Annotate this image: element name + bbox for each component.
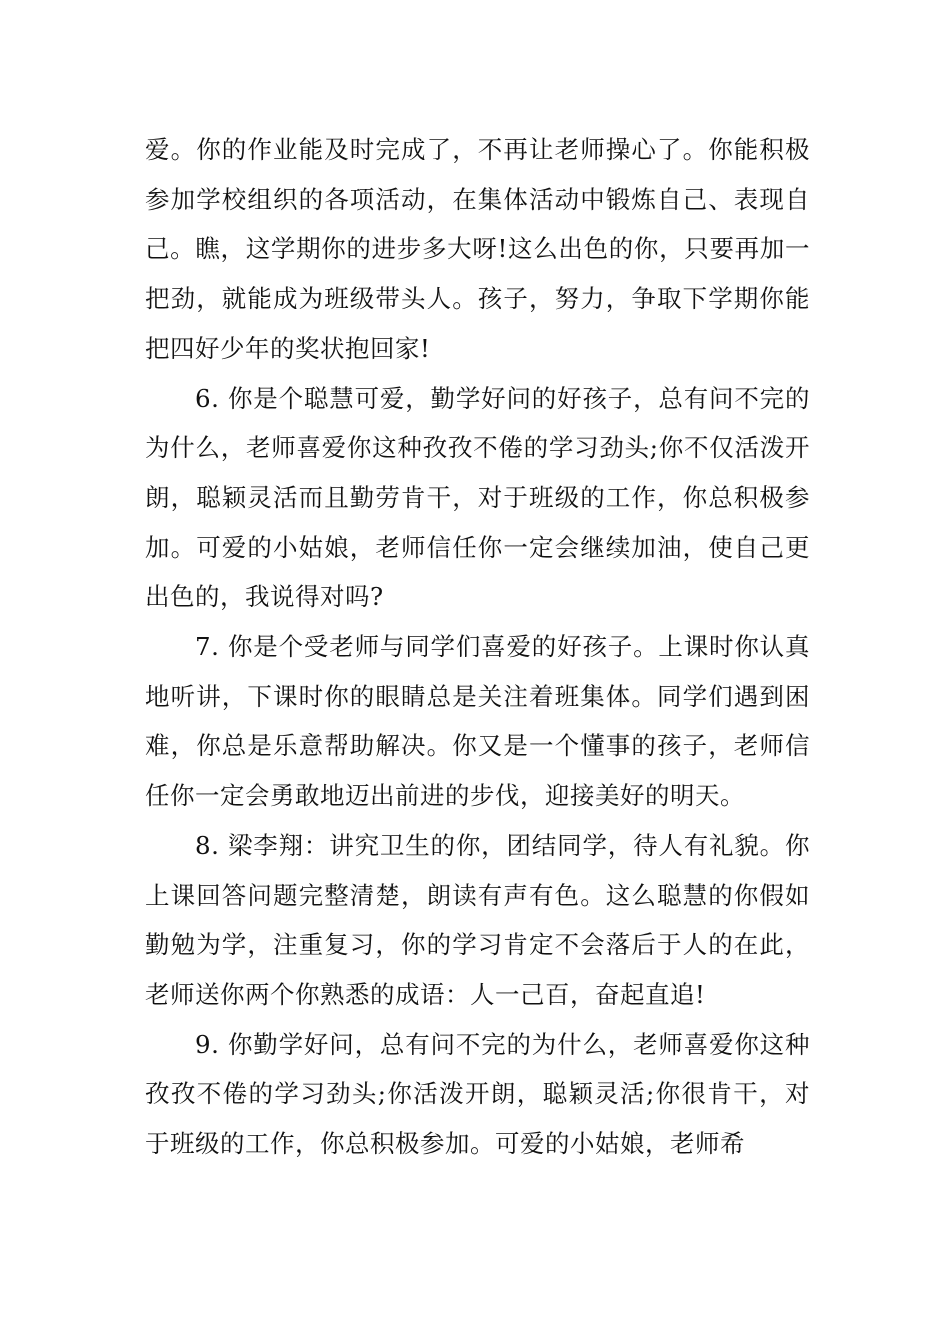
paragraph-item-7: 7. 你是个受老师与同学们喜爱的好孩子。上课时你认真地听讲，下课时你的眼睛总是关注着班集体。同学们遇到困难，你总是乐意帮助解决。你又是一个懂事的孩子，老师信任你一定会勇敢地迈出前进的步伐，迎接美好的明天。	[145, 632, 810, 811]
paragraph-item-6: 6. 你是个聪慧可爱，勤学好问的好孩子，总有问不完的为什么，老师喜爱你这种孜孜不倦的学习劲头;你不仅活泼开朗，聪颖灵活而且勤劳肯干，对于班级的工作，你总积极参加。可爱的小姑娘，老师信任你一定会继续加油，使自己更出色的，我说得对吗?	[145, 383, 810, 612]
document-body	[145, 125, 810, 1169]
paragraph-item-9: 9. 你勤学好问，总有问不完的为什么，老师喜爱你这种孜孜不倦的学习劲头;你活泼开朗，聪颖灵活;你很肯干，对于班级的工作，你总积极参加。可爱的小姑娘，老师希	[145, 1029, 810, 1159]
paragraph-item-8: 8. 梁李翔：讲究卫生的你，团结同学，待人有礼貌。你上课回答问题完整清楚，朗读有声有色。这么聪慧的你假如勤勉为学，注重复习，你的学习肯定不会落后于人的在此，老师送你两个你熟悉的成语：人一己百，奋起直追!	[145, 830, 810, 1009]
paragraph-continuation: 爱。你的作业能及时完成了，不再让老师操心了。你能积极参加学校组织的各项活动，在集体活动中锻炼自己、表现自己。瞧，这学期你的进步多大呀!这么出色的你，只要再加一把劲，就能成为班级带头人。孩子，努力，争取下学期你能把四好少年的奖状抱回家!	[145, 135, 810, 363]
